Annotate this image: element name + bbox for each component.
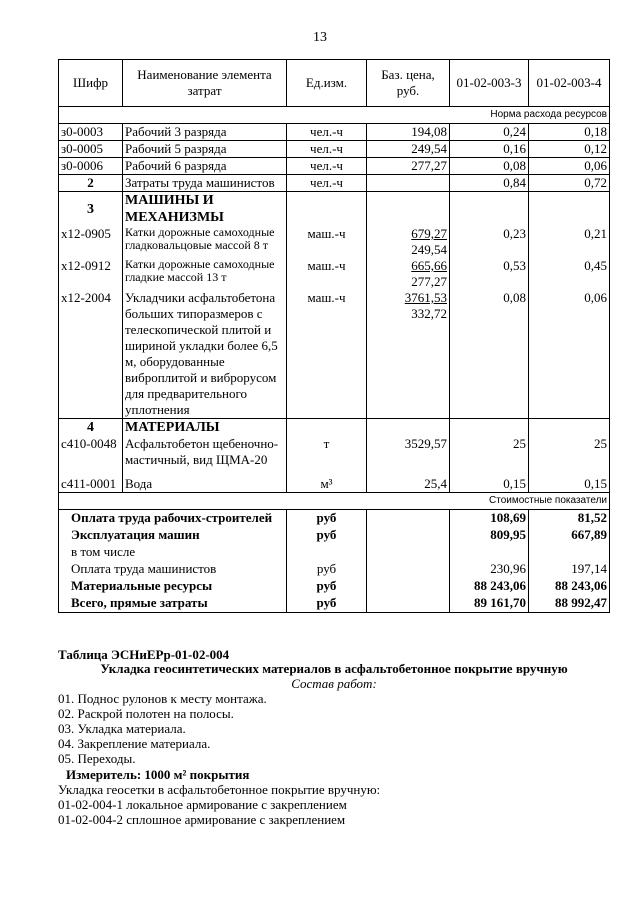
row-price: 249,54	[367, 141, 450, 158]
price-operator: 277,27	[411, 274, 447, 289]
summary-label: в том числе	[59, 544, 287, 561]
norm-caption-row	[59, 107, 610, 124]
description: Укладка геосетки в асфальтобетонное покрытие вручную:	[58, 782, 381, 797]
row-value-a: 0,23	[450, 226, 529, 258]
row-price: 25,4	[367, 468, 450, 493]
price-machine: 3761,53	[404, 290, 447, 305]
works-heading: Состав работ:	[291, 676, 377, 691]
summary-label: Оплата труда рабочих-строителей	[59, 510, 287, 528]
measure-label: Измеритель: 1000 м² покрытия	[66, 767, 250, 782]
summary-label: Всего, прямые затраты	[59, 595, 287, 613]
row-code: х12-2004	[59, 290, 123, 419]
cost-caption-row	[59, 493, 610, 510]
section-code: 2	[59, 175, 123, 192]
row-name: Рабочий 6 разряда	[123, 158, 287, 175]
section-unit: чел.-ч	[287, 175, 367, 192]
price-operator: 249,54	[411, 242, 447, 257]
section-code: 4	[59, 419, 123, 437]
header-col-a: 01-02-003-3	[450, 60, 529, 107]
summary-value-a: 230,96	[450, 561, 529, 578]
header-col-b: 01-02-003-4	[529, 60, 610, 107]
table-subtitle: Укладка геосинтетических материалов в асфальтобетонное покрытие вручную	[100, 661, 568, 676]
row-value-b: 0,45	[529, 258, 610, 290]
summary-row	[59, 595, 610, 613]
row-value-b: 0,21	[529, 226, 610, 258]
row-value-a: 0,08	[450, 158, 529, 175]
section-title: МАШИНЫ И МЕХАНИЗМЫ	[123, 192, 287, 227]
row-code: х12-0905	[59, 226, 123, 258]
header-base-price: Баз. цена, руб.	[367, 60, 450, 107]
summary-unit: руб	[287, 527, 367, 544]
summary-value-b: 197,14	[529, 561, 610, 578]
row-value-b: 0,12	[529, 141, 610, 158]
section-3-row	[59, 192, 610, 227]
table-row	[59, 290, 610, 419]
row-code: с411-0001	[59, 468, 123, 493]
row-unit: маш.-ч	[287, 258, 367, 290]
row-unit: маш.-ч	[287, 226, 367, 258]
row-name: Рабочий 5 разряда	[123, 141, 287, 158]
section-code: 3	[59, 192, 123, 227]
row-name: Катки дорожные самоходные гладкие массой 13 т	[123, 258, 287, 290]
row-value-b: 0,06	[529, 290, 610, 419]
row-value-b: 0,15	[529, 468, 610, 493]
row-unit: м³	[287, 468, 367, 493]
section-2-row	[59, 175, 610, 192]
items-list	[58, 797, 347, 827]
page-number: 13	[313, 30, 327, 45]
row-value-b: 0,06	[529, 158, 610, 175]
row-unit: чел.-ч	[287, 158, 367, 175]
row-code: з0-0006	[59, 158, 123, 175]
row-value-b: 0,18	[529, 124, 610, 141]
empty-cell	[367, 175, 450, 192]
row-value-b: 0,72	[529, 175, 610, 192]
summary-value-a: 108,69	[450, 510, 529, 528]
list-item: 01-02-004-1 локальное армирование с закреплением	[58, 797, 347, 812]
row-code: х12-0912	[59, 258, 123, 290]
row-code: з0-0003	[59, 124, 123, 141]
resource-cost-table	[58, 59, 610, 613]
table-row	[59, 436, 610, 468]
summary-value-b: 667,89	[529, 527, 610, 544]
summary-value-a	[450, 544, 529, 561]
header-unit: Ед.изм.	[287, 60, 367, 107]
list-item: 03. Укладка материала.	[58, 721, 186, 736]
summary-unit: руб	[287, 561, 367, 578]
row-value-a: 0,24	[450, 124, 529, 141]
row-value-a: 0,16	[450, 141, 529, 158]
cost-caption: Стоимостные показатели	[59, 493, 610, 510]
row-value-a: 0,08	[450, 290, 529, 419]
row-code: з0-0005	[59, 141, 123, 158]
row-price: 3529,57	[367, 436, 450, 468]
table-title: Таблица ЭСНиЕРр-01-02-004	[58, 647, 230, 662]
row-name: Асфальтобетон щебеночно-мастичный, вид ЩМА-20	[123, 436, 287, 468]
section-name: Затраты труда машинистов	[123, 175, 287, 192]
row-unit: чел.-ч	[287, 141, 367, 158]
price-operator: 332,72	[411, 306, 447, 321]
list-item: 02. Раскрой полотен на полосы.	[58, 706, 234, 721]
header-name: Наименование элемента затрат	[123, 60, 287, 107]
row-unit: маш.-ч	[287, 290, 367, 419]
section-4-row	[59, 419, 610, 437]
row-name: Вода	[123, 468, 287, 493]
summary-unit: руб	[287, 578, 367, 595]
row-name: Укладчики асфальтобетона больших типоразмеров с телескопической плитой и шириной укладки более 6,5 м, оборудованные виброплитой и виброрусом для предварительного уплотнения	[123, 290, 287, 419]
summary-row	[59, 527, 610, 544]
price-machine: 665,66	[411, 258, 447, 273]
summary-row	[59, 578, 610, 595]
row-price	[367, 226, 450, 258]
row-price: 277,27	[367, 158, 450, 175]
row-value-a: 25	[450, 436, 529, 468]
row-price	[367, 258, 450, 290]
table-row	[59, 258, 610, 290]
row-value-a: 0,84	[450, 175, 529, 192]
norm-caption: Норма расхода ресурсов	[59, 107, 610, 124]
row-code: с410-0048	[59, 436, 123, 468]
row-value-b: 25	[529, 436, 610, 468]
row-value-a: 0,15	[450, 468, 529, 493]
list-item: 05. Переходы.	[58, 751, 136, 766]
table-header-row	[59, 60, 610, 107]
summary-row	[59, 561, 610, 578]
summary-unit: руб	[287, 510, 367, 528]
price-machine: 679,27	[411, 226, 447, 241]
summary-label: Материальные ресурсы	[59, 578, 287, 595]
summary-value-b: 81,52	[529, 510, 610, 528]
row-name: Катки дорожные самоходные гладковальцовые массой 8 т	[123, 226, 287, 258]
list-item: 01-02-004-2 сплошное армирование с закреплением	[58, 812, 346, 827]
row-unit: чел.-ч	[287, 124, 367, 141]
summary-label: Эксплуатация машин	[59, 527, 287, 544]
table-row	[59, 124, 610, 141]
summary-value-a: 89 161,70	[450, 595, 529, 613]
summary-unit	[287, 544, 367, 561]
table-row	[59, 158, 610, 175]
row-price: 194,08	[367, 124, 450, 141]
table-row	[59, 468, 610, 493]
summary-value-b	[529, 544, 610, 561]
summary-value-b: 88 243,06	[529, 578, 610, 595]
row-name: Рабочий 3 разряда	[123, 124, 287, 141]
row-price	[367, 290, 450, 419]
summary-label: Оплата труда машинистов	[59, 561, 287, 578]
summary-unit: руб	[287, 595, 367, 613]
summary-value-b: 88 992,47	[529, 595, 610, 613]
row-unit: т	[287, 436, 367, 468]
header-code: Шифр	[59, 60, 123, 107]
list-item: 04. Закрепление материала.	[58, 736, 211, 751]
table-row	[59, 141, 610, 158]
list-item: 01. Поднос рулонов к месту монтажа.	[58, 691, 267, 706]
summary-value-a: 88 243,06	[450, 578, 529, 595]
section-title: МАТЕРИАЛЫ	[123, 419, 287, 437]
summary-value-a: 809,95	[450, 527, 529, 544]
table-row	[59, 226, 610, 258]
summary-row	[59, 510, 610, 528]
row-value-a: 0,53	[450, 258, 529, 290]
works-list	[58, 691, 267, 766]
summary-row	[59, 544, 610, 561]
